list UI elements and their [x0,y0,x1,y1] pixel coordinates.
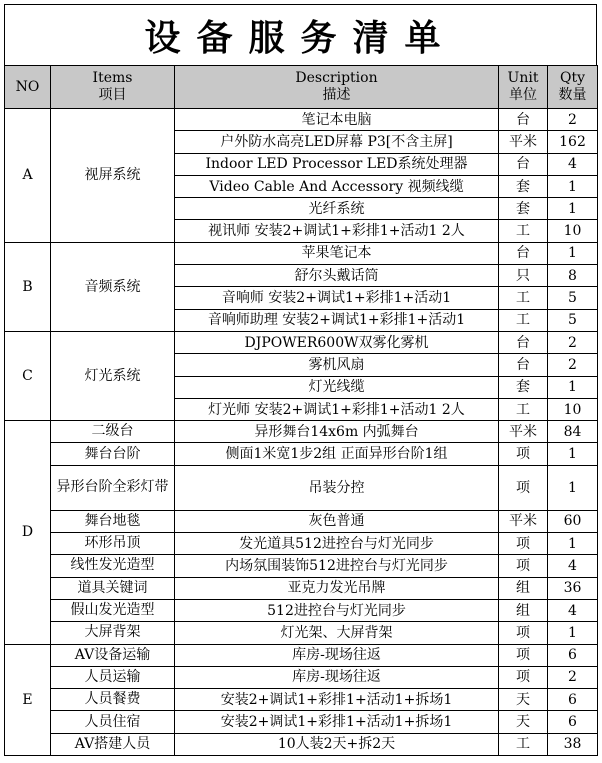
description-cell: 吊装分控 [175,465,499,510]
qty-cell: 6 [548,711,598,733]
table-row [5,465,598,510]
unit-cell: 平米 [499,131,548,153]
description-cell: 512进控台与灯光同步 [175,599,499,621]
unit-cell: 套 [499,175,548,197]
header-row [5,66,598,109]
description-cell: 库房-现场往返 [175,644,499,666]
table-row [5,533,598,555]
description-cell: 灯光架、大屏背架 [175,622,499,644]
unit-cell: 台 [499,331,548,353]
unit-cell: 台 [499,109,548,131]
item-cell: 道具关键词 [51,577,175,599]
table-row [5,644,598,666]
qty-cell: 6 [548,644,598,666]
item-cell: 舞台地毯 [51,510,175,532]
qty-cell: 4 [548,555,598,577]
qty-cell: 2 [548,666,598,688]
header-unit: Unit 单位 [499,66,548,109]
table-row [5,555,598,577]
group-number: D [5,421,51,644]
qty-cell: 10 [548,398,598,420]
description-cell: 苹果笔记本 [175,242,499,264]
description-cell: 灯光师 安装2+调试1+彩排1+活动1 2人 [175,398,499,420]
table-row [5,711,598,733]
unit-cell: 项 [499,644,548,666]
item-cell: AV设备运输 [51,644,175,666]
unit-cell: 项 [499,533,548,555]
group-number: A [5,109,51,243]
unit-cell: 台 [499,354,548,376]
item-cell: 人员住宿 [51,711,175,733]
unit-cell: 平米 [499,421,548,443]
description-cell: 舒尔头戴话筒 [175,265,499,287]
qty-cell: 38 [548,733,598,755]
item-cell: AV搭建人员 [51,733,175,755]
qty-cell: 4 [548,153,598,175]
table-row [5,689,598,711]
item-cell: 人员运输 [51,666,175,688]
qty-cell: 162 [548,131,598,153]
description-cell: 光纤系统 [175,198,499,220]
qty-cell: 1 [548,242,598,264]
table-row [5,733,598,755]
description-cell: 亚克力发光吊牌 [175,577,499,599]
table-row [5,109,598,131]
description-cell: 灰色普通 [175,510,499,532]
unit-cell: 组 [499,577,548,599]
description-cell: 视讯师 安装2+调试1+彩排1+活动1 2人 [175,220,499,242]
item-cell: 环形吊顶 [51,533,175,555]
unit-cell: 工 [499,398,548,420]
unit-cell: 项 [499,622,548,644]
unit-cell: 工 [499,287,548,309]
qty-cell: 1 [548,198,598,220]
item-cell: 二级台 [51,421,175,443]
qty-cell: 2 [548,109,598,131]
item-cell: 舞台台阶 [51,443,175,465]
unit-cell: 套 [499,376,548,398]
unit-cell: 工 [499,309,548,331]
qty-cell: 1 [548,443,598,465]
item-cell: 线性发光造型 [51,555,175,577]
description-cell: 户外防水高亮LED屏幕 P3[不含主屏] [175,131,499,153]
table-row [5,599,598,621]
group-category: 音频系统 [51,242,175,331]
header-description: Description 描述 [175,66,499,109]
unit-cell: 组 [499,599,548,621]
item-cell: 假山发光造型 [51,599,175,621]
qty-cell: 1 [548,622,598,644]
qty-cell: 2 [548,331,598,353]
description-cell: 安装2+调试1+彩排1+活动1+拆场1 [175,711,499,733]
unit-cell: 台 [499,153,548,175]
qty-cell: 1 [548,376,598,398]
qty-cell: 5 [548,287,598,309]
unit-cell: 项 [499,555,548,577]
qty-cell: 60 [548,510,598,532]
description-cell: DJPOWER600W双雾化雾机 [175,331,499,353]
unit-cell: 台 [499,242,548,264]
equipment-table [4,65,598,756]
description-cell: Video Cable And Accessory 视频线缆 [175,175,499,197]
item-cell: 大屏背架 [51,622,175,644]
qty-cell: 4 [548,599,598,621]
description-cell: 安装2+调试1+彩排1+活动1+拆场1 [175,689,499,711]
description-cell: 10人装2天+拆2天 [175,733,499,755]
header-qty: Qty 数量 [548,66,598,109]
description-cell: 发光道具512进控台与灯光同步 [175,533,499,555]
group-category: 视屏系统 [51,109,175,243]
group-number: B [5,242,51,331]
unit-cell: 项 [499,666,548,688]
unit-cell: 工 [499,733,548,755]
table-row [5,421,598,443]
service-sheet [4,4,597,756]
unit-cell: 平米 [499,510,548,532]
description-cell: 笔记本电脑 [175,109,499,131]
group-number: E [5,644,51,755]
unit-cell: 套 [499,198,548,220]
unit-cell: 工 [499,220,548,242]
page-title: 设备服务清单 [4,4,597,65]
description-cell: 侧面1米宽1步2组 正面异形台阶1组 [175,443,499,465]
qty-cell: 36 [548,577,598,599]
qty-cell: 5 [548,309,598,331]
qty-cell: 1 [548,533,598,555]
description-cell: 音响师助理 安装2+调试1+彩排1+活动1 [175,309,499,331]
unit-cell: 只 [499,265,548,287]
table-row [5,242,598,264]
qty-cell: 8 [548,265,598,287]
description-cell: 异形舞台14x6m 内弧舞台 [175,421,499,443]
item-cell: 异形台阶全彩灯带 [51,465,175,510]
qty-cell: 84 [548,421,598,443]
table-row [5,510,598,532]
qty-cell: 1 [548,175,598,197]
unit-cell: 项 [499,465,548,510]
qty-cell: 2 [548,354,598,376]
header-no: NO [5,66,51,109]
table-row [5,622,598,644]
table-row [5,666,598,688]
unit-cell: 项 [499,443,548,465]
qty-cell: 1 [548,465,598,510]
table-row [5,443,598,465]
description-cell: 灯光线缆 [175,376,499,398]
description-cell: 雾机风扇 [175,354,499,376]
qty-cell: 10 [548,220,598,242]
group-number: C [5,331,51,420]
description-cell: 内场氛围装饰512进控台与灯光同步 [175,555,499,577]
description-cell: Indoor LED Processor LED系统处理器 [175,153,499,175]
table-row [5,577,598,599]
group-category: 灯光系统 [51,331,175,420]
qty-cell: 6 [548,689,598,711]
table-row [5,331,598,353]
header-items: Items 项目 [51,66,175,109]
item-cell: 人员餐费 [51,689,175,711]
description-cell: 库房-现场往返 [175,666,499,688]
unit-cell: 天 [499,711,548,733]
description-cell: 音响师 安装2+调试1+彩排1+活动1 [175,287,499,309]
unit-cell: 天 [499,689,548,711]
